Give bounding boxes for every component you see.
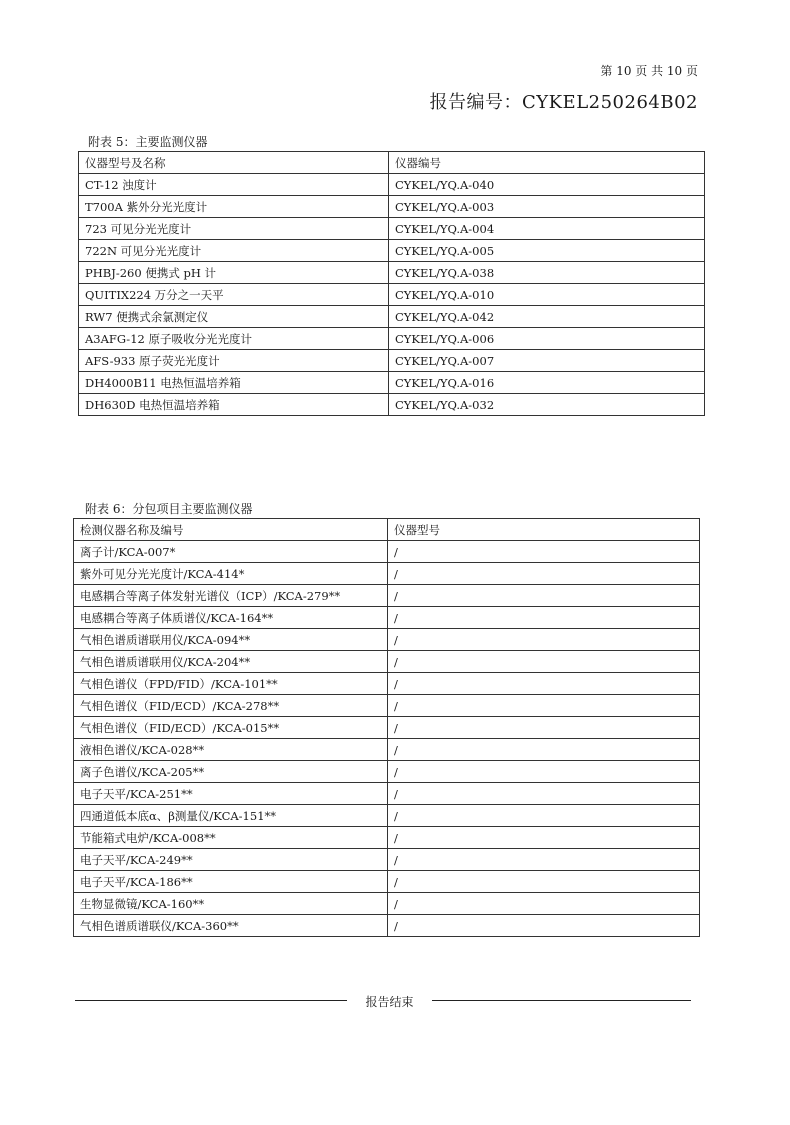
header-cell: 仪器编号 (389, 152, 705, 174)
cell-name: 气相色谱质谱联用仪/KCA-094** (74, 629, 388, 651)
table-row (79, 328, 705, 350)
cell-code: / (388, 673, 700, 695)
cell-code: CYKEL/YQ.A-032 (389, 394, 705, 416)
cell-code: / (388, 761, 700, 783)
report-number: 报告编号：CYKEL250264B02 (429, 92, 698, 113)
cell-name: QUITIX224 万分之一天平 (79, 284, 389, 306)
cell-name: 气相色谱仪（FPD/FID）/KCA-101** (74, 673, 388, 695)
cell-code: / (388, 717, 700, 739)
main-instruments-table (78, 151, 705, 416)
table-row (79, 240, 705, 262)
table-row (74, 849, 700, 871)
table-row (79, 350, 705, 372)
cell-code: / (388, 827, 700, 849)
cell-code: CYKEL/YQ.A-007 (389, 350, 705, 372)
cell-name: 离子计/KCA-007* (74, 541, 388, 563)
header-cell: 检测仪器名称及编号 (74, 519, 388, 541)
cell-code: / (388, 585, 700, 607)
cell-code: CYKEL/YQ.A-004 (389, 218, 705, 240)
table-row (79, 196, 705, 218)
table-row (74, 717, 700, 739)
header-cell: 仪器型号及名称 (79, 152, 389, 174)
table-row (74, 585, 700, 607)
cell-name: 气相色谱仪（FID/ECD）/KCA-278** (74, 695, 388, 717)
cell-code: CYKEL/YQ.A-010 (389, 284, 705, 306)
cell-code: CYKEL/YQ.A-005 (389, 240, 705, 262)
cell-code: / (388, 651, 700, 673)
cell-name: CT-12 浊度计 (79, 174, 389, 196)
table-header-row (79, 152, 705, 174)
cell-name: 电感耦合等离子体发射光谱仪（ICP）/KCA-279** (74, 585, 388, 607)
table-row (74, 607, 700, 629)
table-row (74, 871, 700, 893)
cell-name: T700A 紫外分光光度计 (79, 196, 389, 218)
cell-name: RW7 便携式余氯测定仪 (79, 306, 389, 328)
cell-name: 气相色谱仪（FID/ECD）/KCA-015** (74, 717, 388, 739)
cell-code: / (388, 563, 700, 585)
cell-name: 气相色谱质谱联仪/KCA-360** (74, 915, 388, 937)
table-row (74, 827, 700, 849)
table-row (74, 563, 700, 585)
footer-rule-right (432, 1000, 691, 1001)
page-number: 第 10 页 共 10 页 (600, 64, 698, 78)
cell-code: CYKEL/YQ.A-016 (389, 372, 705, 394)
cell-name: A3AFG-12 原子吸收分光光度计 (79, 328, 389, 350)
table-row (74, 651, 700, 673)
table-row (79, 306, 705, 328)
cell-code: CYKEL/YQ.A-042 (389, 306, 705, 328)
cell-code: / (388, 893, 700, 915)
cell-code: / (388, 607, 700, 629)
table-row (79, 218, 705, 240)
cell-name: 节能箱式电炉/KCA-008** (74, 827, 388, 849)
cell-code: / (388, 805, 700, 827)
cell-code: CYKEL/YQ.A-038 (389, 262, 705, 284)
cell-name: AFS-933 原子荧光光度计 (79, 350, 389, 372)
table-row (79, 372, 705, 394)
cell-name: PHBJ-260 便携式 pH 计 (79, 262, 389, 284)
footer-rule-left (75, 1000, 347, 1001)
table-row (74, 893, 700, 915)
table1-caption: 附表 5：主要监测仪器 (88, 135, 208, 149)
table-row (79, 174, 705, 196)
cell-code: / (388, 783, 700, 805)
cell-name: 四通道低本底α、β测量仪/KCA-151** (74, 805, 388, 827)
cell-code: CYKEL/YQ.A-003 (389, 196, 705, 218)
cell-name: 电子天平/KCA-186** (74, 871, 388, 893)
cell-code: / (388, 739, 700, 761)
table-row (74, 695, 700, 717)
cell-code: / (388, 695, 700, 717)
table-row (79, 284, 705, 306)
cell-name: DH4000B11 电热恒温培养箱 (79, 372, 389, 394)
cell-name: 电子天平/KCA-251** (74, 783, 388, 805)
table-row (74, 761, 700, 783)
subcontract-instruments-table (73, 518, 700, 937)
cell-code: CYKEL/YQ.A-040 (389, 174, 705, 196)
table-row (74, 915, 700, 937)
cell-name: 离子色谱仪/KCA-205** (74, 761, 388, 783)
report-end-text: 报告结束 (365, 995, 414, 1009)
cell-code: / (388, 871, 700, 893)
table-row (79, 262, 705, 284)
cell-name: 气相色谱质谱联用仪/KCA-204** (74, 651, 388, 673)
cell-code: / (388, 541, 700, 563)
table-header-row (74, 519, 700, 541)
header-cell: 仪器型号 (388, 519, 700, 541)
table-row (74, 629, 700, 651)
table-row (74, 739, 700, 761)
cell-name: 液相色谱仪/KCA-028** (74, 739, 388, 761)
cell-code: / (388, 915, 700, 937)
cell-name: 电感耦合等离子体质谱仪/KCA-164** (74, 607, 388, 629)
cell-code: / (388, 629, 700, 651)
cell-name: DH630D 电热恒温培养箱 (79, 394, 389, 416)
cell-name: 生物显微镜/KCA-160** (74, 893, 388, 915)
table-row (74, 805, 700, 827)
table2-caption: 附表 6：分包项目主要监测仪器 (85, 502, 253, 516)
cell-name: 722N 可见分光光度计 (79, 240, 389, 262)
table-row (79, 394, 705, 416)
cell-name: 电子天平/KCA-249** (74, 849, 388, 871)
cell-code: / (388, 849, 700, 871)
table-row (74, 541, 700, 563)
cell-code: CYKEL/YQ.A-006 (389, 328, 705, 350)
table-row (74, 783, 700, 805)
cell-name: 723 可见分光光度计 (79, 218, 389, 240)
table-row (74, 673, 700, 695)
cell-name: 紫外可见分光光度计/KCA-414* (74, 563, 388, 585)
